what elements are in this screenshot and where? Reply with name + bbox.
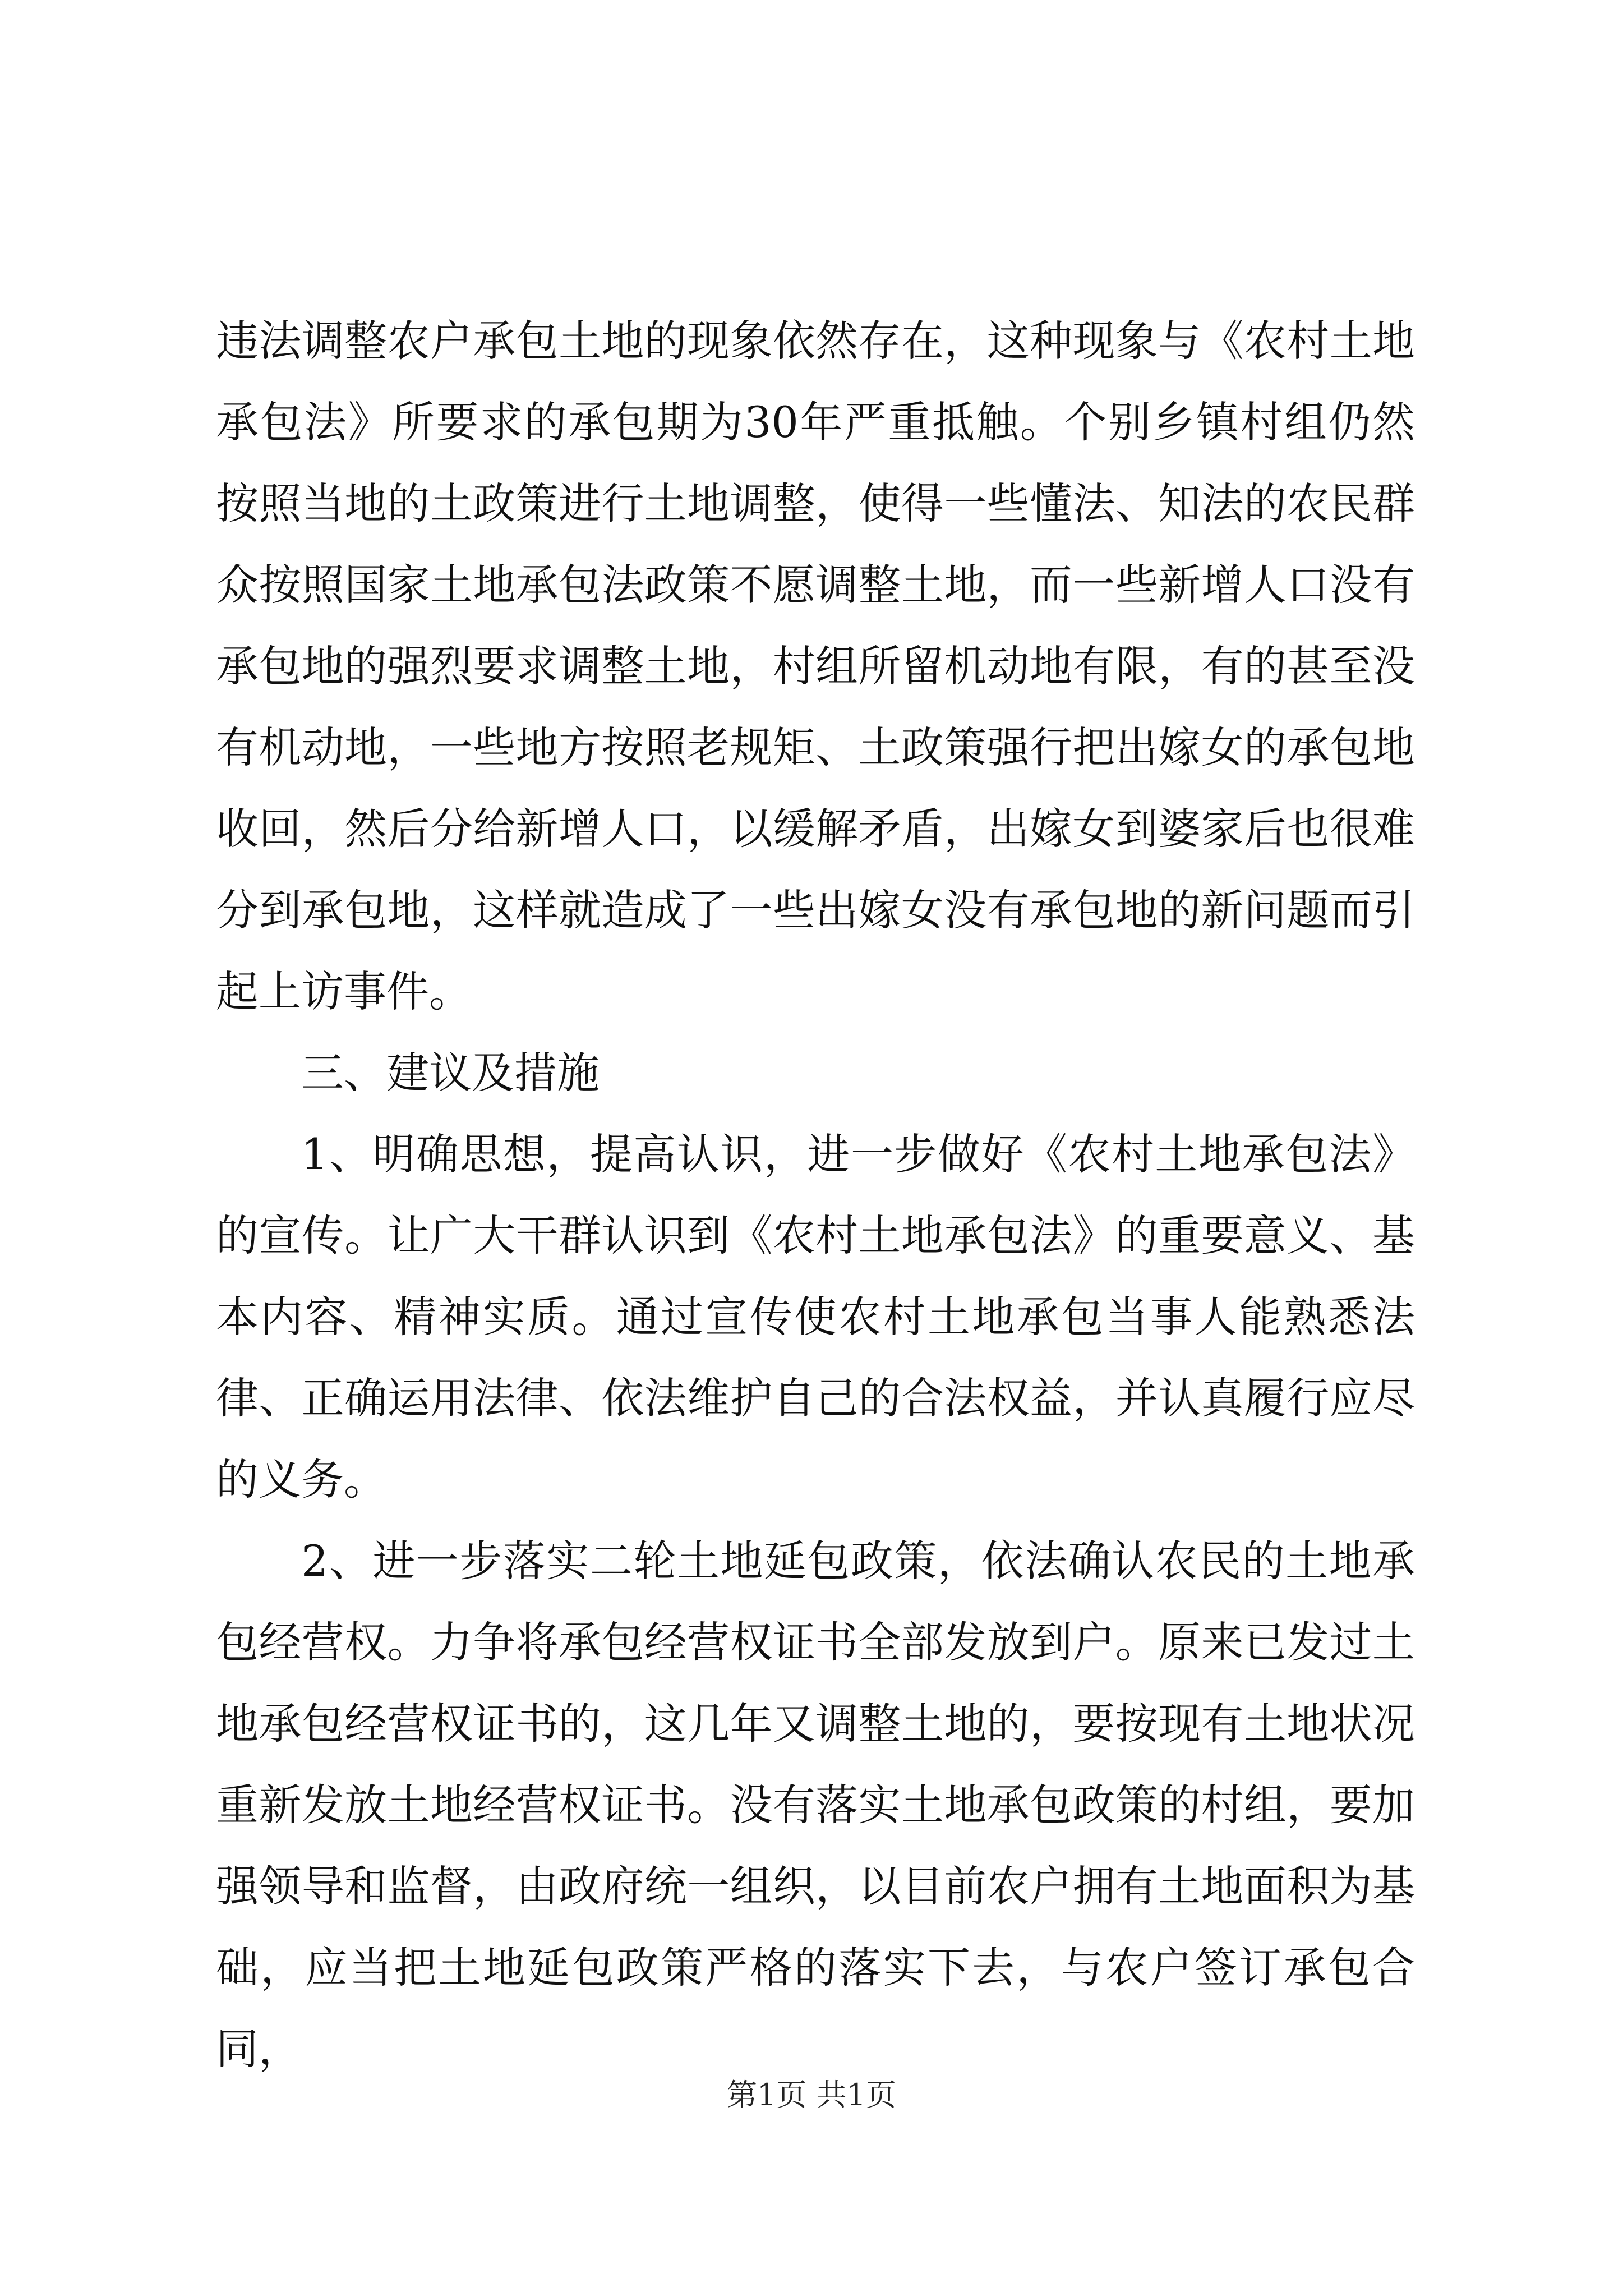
paragraph-item-1: 1、明确思想，提高认识，进一步做好《农村土地承包法》的宣传。让广大干群认识到《农村土地承包法》的重要意义、基本内容、精神实质。通过宣传使农村土地承包当事人能熟悉法律、正确运用法律、依法维护自己的合法权益，并认真履行应尽的义务。 — [216, 1129, 1415, 1504]
paragraph-continuation: 违法调整农户承包土地的现象依然存在，这种现象与《农村土地承包法》所要求的承包期为30年严重抵触。个别乡镇村组仍然按照当地的土政策进行土地调整，使得一些懂法、知法的农民群众按照国家土地承包法政策不愿调整土地，而一些新增人口没有承包地的强烈要求调整土地，村组所留机动地有限，有的甚至没有机动地，一些地方按照老规矩、土政策强行把出嫁女的承包地收回，然后分给新增人口，以缓解矛盾，出嫁女到婆家后也很难分到承包地，这样就造成了一些出嫁女没有承包地的新问题而引起上访事件。 — [216, 316, 1415, 1016]
paragraph-item-2: 2、进一步落实二轮土地延包政策，依法确认农民的土地承包经营权。力争将承包经营权证书全部发放到户。原来已发过土地承包经营权证书的，这几年又调整土地的，要按现有土地状况重新发放土地经营权证书。没有落实土地承包政策的村组，要加强领导和监督，由政府统一组织，以目前农户拥有土地面积为基础，应当把土地延包政策严格的落实下去，与农户签订承包合同， — [216, 1536, 1415, 2074]
page-footer: 第1页 共1页 — [727, 2077, 896, 2113]
section-heading: 三、建议及措施 — [301, 1048, 600, 1098]
document-body — [216, 300, 1415, 2090]
